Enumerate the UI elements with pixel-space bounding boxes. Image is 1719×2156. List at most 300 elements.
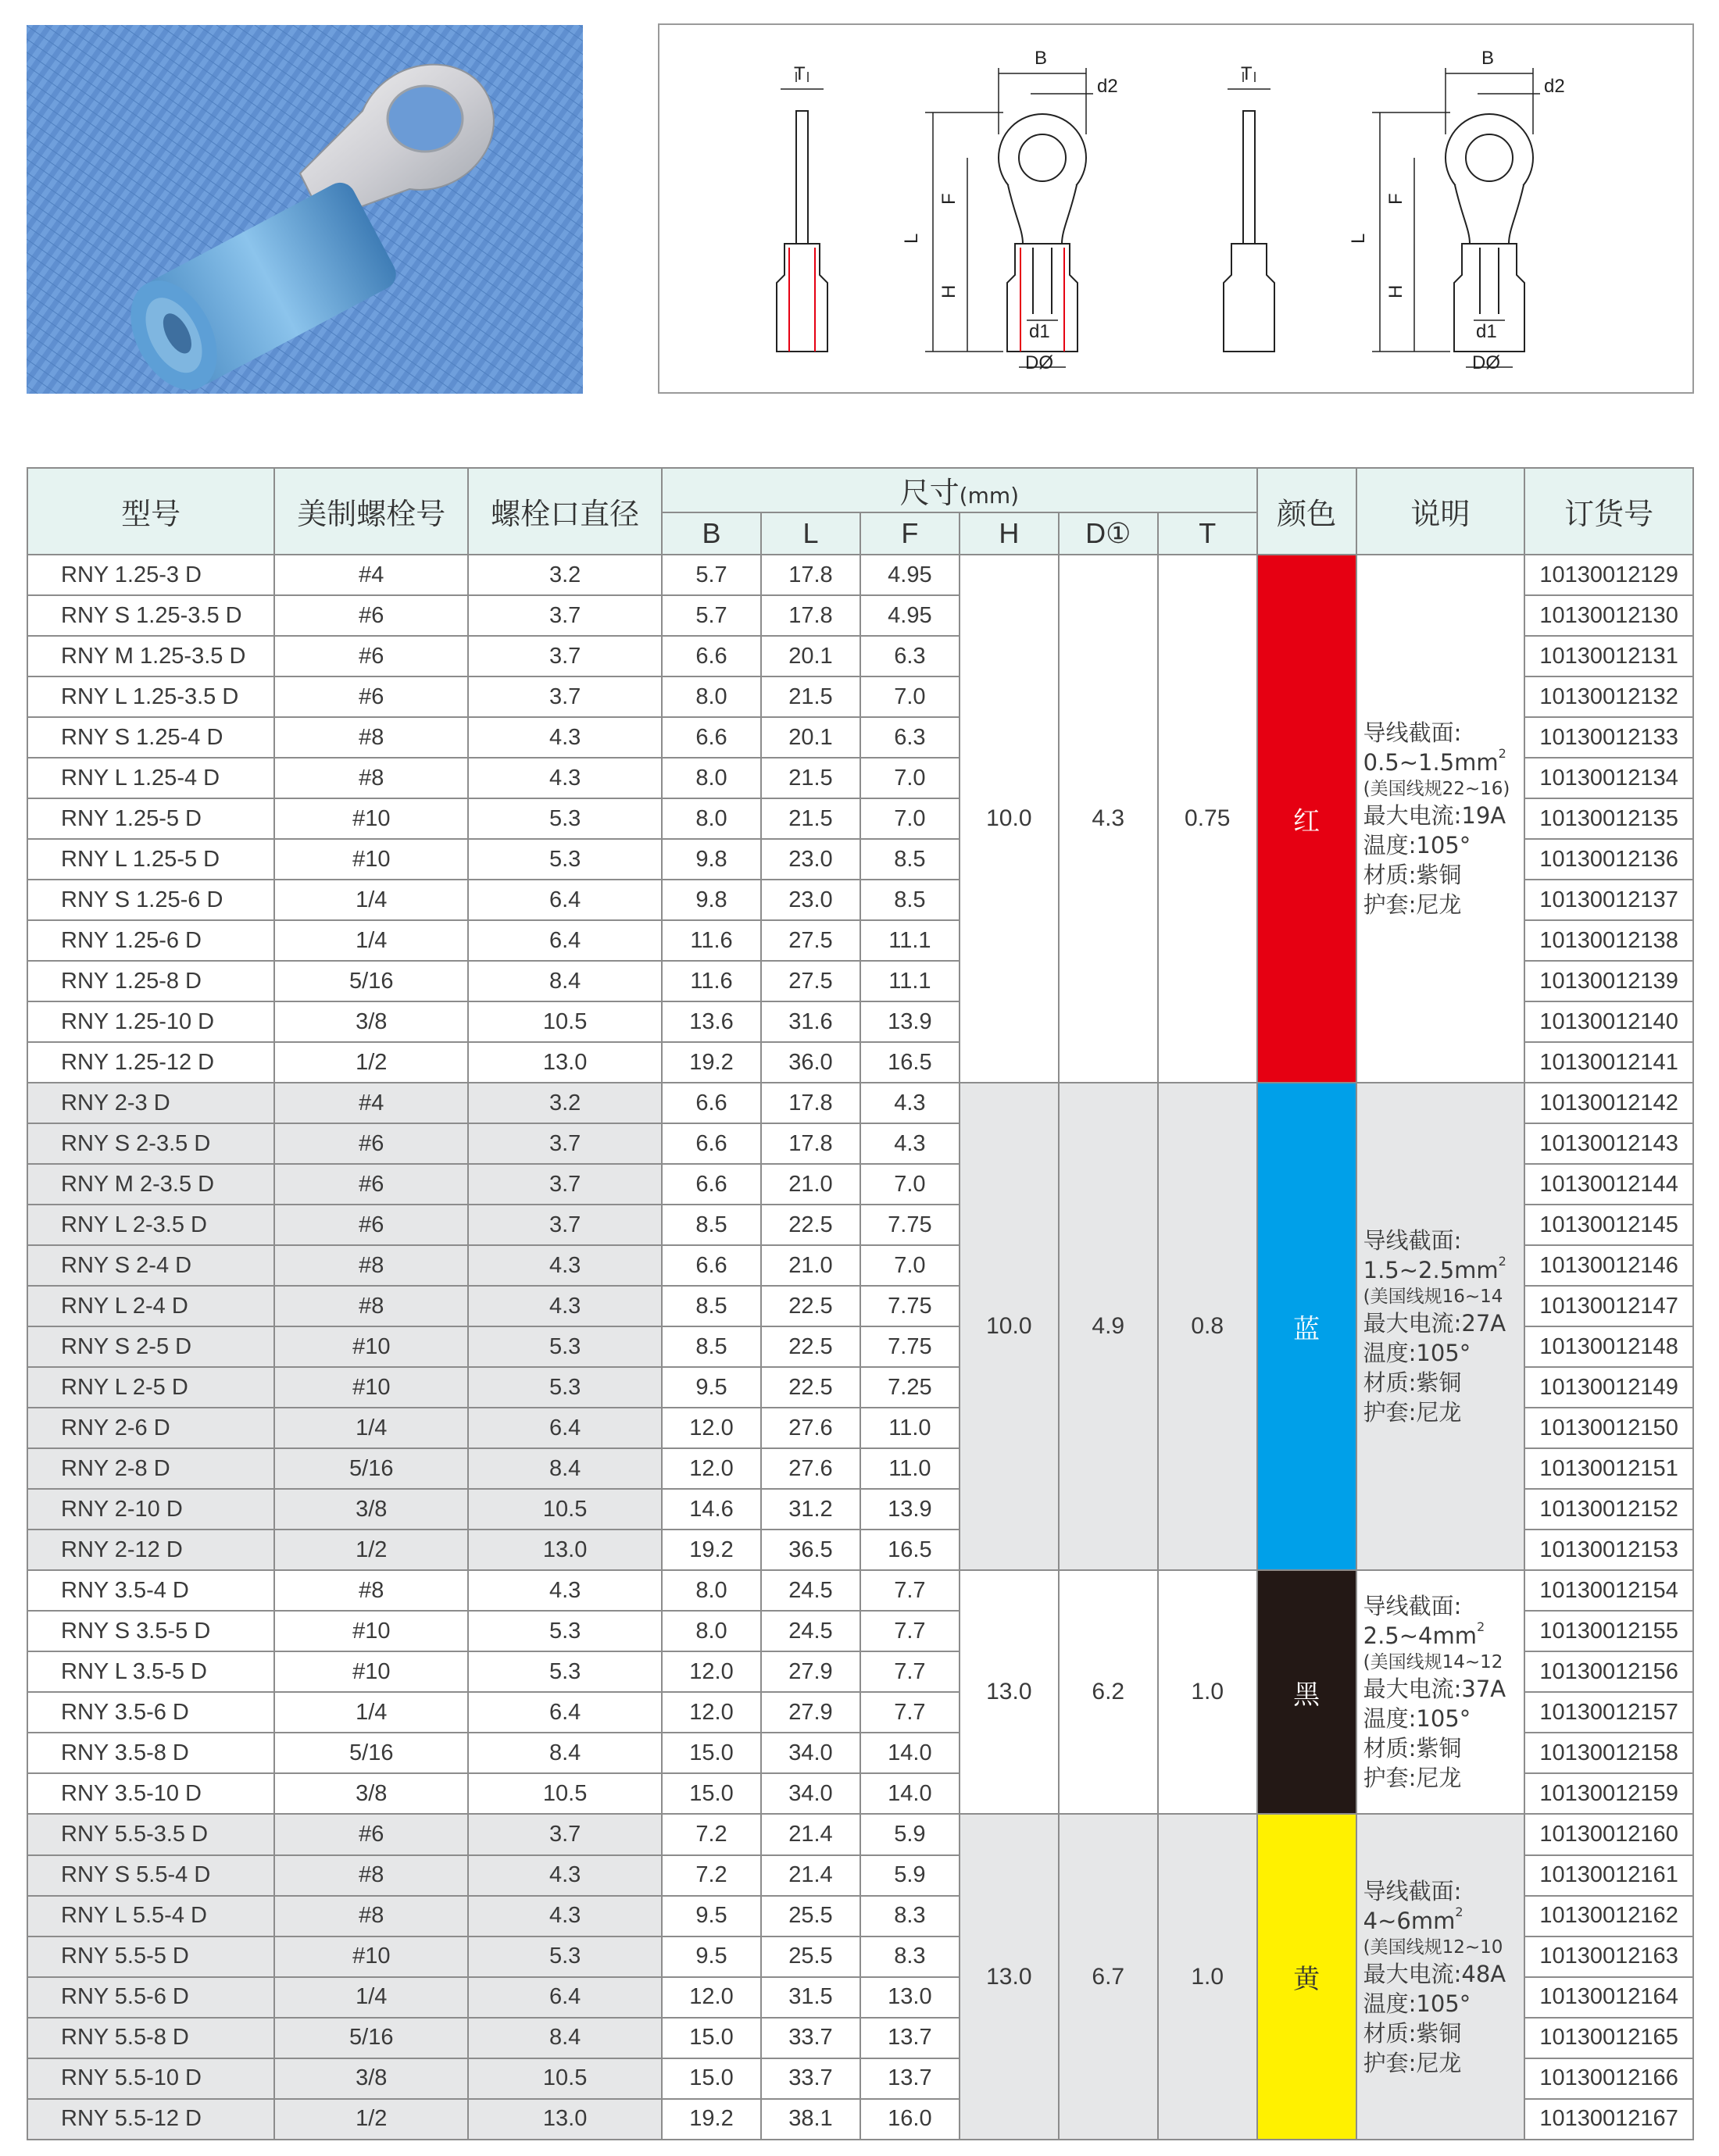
cell-H: 10.0 [960,555,1059,1083]
cell-B: 8.0 [662,676,761,717]
cell-F: 4.3 [860,1123,960,1164]
cell-H: 10.0 [960,1083,1059,1570]
cell-L: 27.6 [761,1448,860,1489]
cell-L: 31.6 [761,1001,860,1042]
spec-table [27,467,1694,2140]
cell-B: 14.6 [662,1489,761,1530]
cell-L: 20.1 [761,636,860,676]
cell-T: 0.75 [1158,555,1257,1083]
cell-order-number: 10130012159 [1524,1773,1693,1814]
cell-B: 12.0 [662,1448,761,1489]
cell-order-number: 10130012150 [1524,1408,1693,1448]
cell-B: 8.0 [662,1611,761,1651]
cell-L: 21.5 [761,798,860,839]
label-L-left: L [901,233,922,244]
cell-B: 6.6 [662,1083,761,1123]
cell-bolt-dia: 3.7 [468,1164,662,1205]
header-F: F [860,512,960,555]
cell-F: 13.7 [860,2018,960,2058]
cell-D: 4.9 [1059,1083,1158,1570]
cell-order-number: 10130012142 [1524,1083,1693,1123]
cell-B: 8.0 [662,798,761,839]
cell-model: RNY 5.5-12 D [27,2099,274,2140]
cell-bolt-dia: 4.3 [468,1570,662,1611]
cell-model: RNY 5.5-10 D [27,2058,274,2099]
cell-bolt-dia: 8.4 [468,2018,662,2058]
cell-model: RNY L 1.25-5 D [27,839,274,880]
cell-F: 14.0 [860,1733,960,1773]
desc-current: 最大电流:37A [1363,1676,1506,1703]
label-d2-right: d2 [1544,76,1565,97]
cell-F: 13.7 [860,2058,960,2099]
cell-model: RNY L 1.25-4 D [27,758,274,798]
cell-B: 19.2 [662,2099,761,2140]
color-swatch: 蓝 [1257,1083,1356,1570]
cell-F: 7.75 [860,1326,960,1367]
desc-wire-label: 导线截面: [1363,1593,1462,1620]
cell-L: 34.0 [761,1773,860,1814]
cell-F: 7.75 [860,1286,960,1326]
cell-model: RNY 3.5-10 D [27,1773,274,1814]
cell-model: RNY 2-12 D [27,1530,274,1570]
cell-bolt-dia: 10.5 [468,1001,662,1042]
cell-F: 7.7 [860,1651,960,1692]
cell-bolt-dia: 3.7 [468,1123,662,1164]
header-B: B [662,512,761,555]
cell-F: 7.0 [860,1164,960,1205]
desc-wire-label: 导线截面: [1363,1227,1462,1255]
cell-F: 4.3 [860,1083,960,1123]
label-L-right: L [1348,233,1369,244]
cell-D: 6.7 [1059,1814,1158,2140]
cell-order-number: 10130012162 [1524,1896,1693,1936]
cell-B: 19.2 [662,1530,761,1570]
desc-material: 材质:紫铜 [1363,862,1462,889]
desc-sleeve: 护套:尼龙 [1363,1399,1462,1426]
cell-model: RNY 2-6 D [27,1408,274,1448]
cell-bolt-dia: 6.4 [468,1408,662,1448]
cell-F: 16.5 [860,1530,960,1570]
cell-F: 11.0 [860,1408,960,1448]
cell-bolt-dia: 5.3 [468,1651,662,1692]
spec-table-header [27,468,1693,555]
cell-B: 12.0 [662,1977,761,2018]
cell-L: 22.5 [761,1205,860,1245]
cell-T: 0.8 [1158,1083,1257,1570]
cell-L: 21.0 [761,1245,860,1286]
label-B-right: B [1481,48,1495,69]
cell-B: 11.6 [662,961,761,1001]
desc-temp: 温度:105° [1363,1340,1471,1367]
cell-B: 12.0 [662,1651,761,1692]
cell-bolt-dia: 4.3 [468,1286,662,1326]
desc-wire-range [1363,748,1524,777]
cell-L: 20.1 [761,717,860,758]
drawing-left-pair [777,48,1118,373]
cell-B: 9.5 [662,1936,761,1977]
cell-B: 15.0 [662,1773,761,1814]
cell-F: 6.3 [860,717,960,758]
desc-temp: 温度:105° [1363,1705,1471,1733]
cell-model: RNY S 1.25-6 D [27,880,274,920]
cell-bolt-us: 5/16 [274,2018,468,2058]
cell-L: 27.6 [761,1408,860,1448]
cell-model: RNY S 2-4 D [27,1245,274,1286]
cell-bolt-dia: 5.3 [468,1367,662,1408]
cell-L: 21.4 [761,1814,860,1854]
cell-model: RNY 2-8 D [27,1448,274,1489]
cell-bolt-us: #6 [274,1814,468,1854]
cell-B: 6.6 [662,717,761,758]
cell-bolt-dia: 5.3 [468,798,662,839]
desc-sleeve: 护套:尼龙 [1363,1765,1462,1792]
cell-order-number: 10130012138 [1524,920,1693,961]
cell-model: RNY M 1.25-3.5 D [27,636,274,676]
label-D-left: DØ [1025,352,1053,373]
cell-bolt-dia: 4.3 [468,1855,662,1896]
cell-bolt-us: 3/8 [274,1001,468,1042]
cell-bolt-dia: 8.4 [468,961,662,1001]
cell-bolt-us: 1/2 [274,1042,468,1083]
cell-F: 7.0 [860,1245,960,1286]
cell-B: 8.0 [662,1570,761,1611]
cell-model: RNY 1.25-10 D [27,1001,274,1042]
desc-sleeve: 护套:尼龙 [1363,891,1462,919]
cell-F: 4.95 [860,555,960,595]
cell-L: 33.7 [761,2058,860,2099]
cell-L: 21.0 [761,1164,860,1205]
cell-bolt-us: #6 [274,1164,468,1205]
cell-L: 25.5 [761,1896,860,1936]
cell-order-number: 10130012137 [1524,880,1693,920]
cell-bolt-us: 1/4 [274,1408,468,1448]
cell-H: 13.0 [960,1570,1059,1814]
cell-bolt-dia: 5.3 [468,1936,662,1977]
cell-bolt-dia: 3.2 [468,555,662,595]
label-d2-left: d2 [1097,76,1118,97]
cell-order-number: 10130012149 [1524,1367,1693,1408]
cell-L: 27.5 [761,920,860,961]
cell-bolt-us: 1/4 [274,1692,468,1733]
cell-L: 27.9 [761,1692,860,1733]
cell-description [1356,1083,1525,1570]
cell-bolt-dia: 6.4 [468,920,662,961]
cell-bolt-dia: 3.7 [468,1814,662,1854]
cell-bolt-dia: 5.3 [468,1326,662,1367]
cell-model: RNY 1.25-12 D [27,1042,274,1083]
table-row [27,1814,1693,1854]
cell-model: RNY S 2-3.5 D [27,1123,274,1164]
cell-order-number: 10130012154 [1524,1570,1693,1611]
label-T-right: T [1241,63,1253,84]
cell-F: 4.95 [860,595,960,636]
cell-T: 1.0 [1158,1570,1257,1814]
cell-L: 23.0 [761,880,860,920]
dimension-drawing-svg [659,25,1692,392]
cell-L: 21.5 [761,676,860,717]
cell-B: 7.2 [662,1814,761,1854]
desc-current: 最大电流:27A [1363,1310,1506,1337]
desc-current: 最大电流:48A [1363,1960,1506,1987]
label-D-right: DØ [1472,352,1500,373]
header-color: 颜色 [1257,468,1356,555]
header-bolt-us: 美制螺栓号 [274,468,468,555]
cell-bolt-us: #10 [274,1326,468,1367]
cell-B: 9.5 [662,1896,761,1936]
cell-L: 17.8 [761,555,860,595]
cell-bolt-us: 5/16 [274,1733,468,1773]
cell-bolt-dia: 13.0 [468,2099,662,2140]
cell-bolt-dia: 10.5 [468,2058,662,2099]
cell-B: 15.0 [662,1733,761,1773]
cell-model: RNY 3.5-8 D [27,1733,274,1773]
cell-order-number: 10130012131 [1524,636,1693,676]
desc-wire-label: 导线截面: [1363,719,1462,747]
cell-L: 27.9 [761,1651,860,1692]
cell-B: 5.7 [662,595,761,636]
cell-bolt-dia: 5.3 [468,1611,662,1651]
cell-bolt-us: #8 [274,1245,468,1286]
cell-L: 34.0 [761,1733,860,1773]
label-F-left: F [938,193,960,205]
cell-B: 15.0 [662,2018,761,2058]
cell-F: 11.1 [860,961,960,1001]
desc-temp: 温度:105° [1363,1990,1471,2017]
cell-order-number: 10130012146 [1524,1245,1693,1286]
cell-bolt-us: #4 [274,555,468,595]
cell-order-number: 10130012167 [1524,2099,1693,2140]
cell-bolt-us: #6 [274,1205,468,1245]
cell-model: RNY L 3.5-5 D [27,1651,274,1692]
cell-F: 5.9 [860,1855,960,1896]
cell-model: RNY 1.25-8 D [27,961,274,1001]
cell-bolt-us: 5/16 [274,961,468,1001]
cell-F: 7.7 [860,1611,960,1651]
cell-F: 11.1 [860,920,960,961]
desc-wire-range [1363,1621,1524,1651]
cell-F: 16.5 [860,1042,960,1083]
cell-F: 14.0 [860,1773,960,1814]
product-photo [27,25,583,394]
cell-B: 7.2 [662,1855,761,1896]
cell-bolt-dia: 6.4 [468,1977,662,2018]
cell-B: 9.8 [662,839,761,880]
cell-model: RNY L 2-5 D [27,1367,274,1408]
cell-model: RNY 2-10 D [27,1489,274,1530]
cell-order-number: 10130012135 [1524,798,1693,839]
cell-model: RNY L 1.25-3.5 D [27,676,274,717]
cell-order-number: 10130012141 [1524,1042,1693,1083]
cell-order-number: 10130012166 [1524,2058,1693,2099]
cell-bolt-us: #8 [274,1855,468,1896]
cell-bolt-us: 1/4 [274,1977,468,2018]
cell-description [1356,555,1525,1083]
cell-order-number: 10130012143 [1524,1123,1693,1164]
cell-B: 11.6 [662,920,761,961]
header-dims-label: 尺寸 [899,476,960,510]
cell-model: RNY 5.5-5 D [27,1936,274,1977]
cell-order-number: 10130012160 [1524,1814,1693,1854]
cell-order-number: 10130012130 [1524,595,1693,636]
desc-temp: 温度:105° [1363,832,1471,859]
cell-bolt-us: #8 [274,1570,468,1611]
cell-bolt-dia: 4.3 [468,1896,662,1936]
header-H: H [960,512,1059,555]
color-swatch: 黄 [1257,1814,1356,2140]
cell-L: 31.2 [761,1489,860,1530]
technical-drawing [658,23,1694,394]
cell-F: 8.5 [860,880,960,920]
cell-F: 7.75 [860,1205,960,1245]
cell-bolt-us: 1/2 [274,1530,468,1570]
cell-bolt-dia: 13.0 [468,1530,662,1570]
cell-model: RNY 3.5-4 D [27,1570,274,1611]
cell-F: 8.3 [860,1936,960,1977]
desc-wire-label: 导线截面: [1363,1877,1462,1904]
cell-model: RNY 2-3 D [27,1083,274,1123]
cell-bolt-us: #10 [274,1367,468,1408]
cell-F: 11.0 [860,1448,960,1489]
cell-bolt-dia: 6.4 [468,1692,662,1733]
cell-L: 24.5 [761,1570,860,1611]
cell-model: RNY M 2-3.5 D [27,1164,274,1205]
cell-B: 8.0 [662,758,761,798]
spec-table-body [27,555,1693,2140]
cell-bolt-us: #6 [274,636,468,676]
desc-awg: (美国线规14~12 [1363,1652,1503,1673]
cell-bolt-us: 3/8 [274,1489,468,1530]
desc-awg: (美国线规22~16) [1363,779,1510,800]
desc-wire-range-sup: 2 [1455,1904,1463,1919]
cell-order-number: 10130012153 [1524,1530,1693,1570]
cell-L: 31.5 [761,1977,860,2018]
cell-L: 24.5 [761,1611,860,1651]
cell-order-number: 10130012156 [1524,1651,1693,1692]
cell-order-number: 10130012165 [1524,2018,1693,2058]
desc-awg: (美国线规16~14 [1363,1287,1503,1308]
header-desc: 说明 [1356,468,1525,555]
cell-L: 17.8 [761,1123,860,1164]
cell-B: 12.0 [662,1692,761,1733]
cell-model: RNY 5.5-3.5 D [27,1814,274,1854]
cell-model: RNY S 3.5-5 D [27,1611,274,1651]
cell-B: 5.7 [662,555,761,595]
label-T-left: T [794,63,806,84]
header-T: T [1158,512,1257,555]
header-order: 订货号 [1524,468,1693,555]
cell-L: 17.8 [761,595,860,636]
cell-model: RNY L 2-3.5 D [27,1205,274,1245]
desc-wire-range-sup: 2 [1498,746,1506,762]
cell-bolt-us: 1/4 [274,880,468,920]
cell-L: 22.5 [761,1326,860,1367]
cell-L: 23.0 [761,839,860,880]
desc-wire-range-text: 2.5~4mm [1363,1622,1477,1650]
cell-order-number: 10130012163 [1524,1936,1693,1977]
cell-order-number: 10130012140 [1524,1001,1693,1042]
cell-L: 33.7 [761,2018,860,2058]
cell-B: 13.6 [662,1001,761,1042]
cell-order-number: 10130012139 [1524,961,1693,1001]
cell-bolt-us: #6 [274,595,468,636]
cell-B: 8.5 [662,1326,761,1367]
cell-model: RNY 5.5-6 D [27,1977,274,2018]
cell-bolt-us: 1/4 [274,920,468,961]
cell-L: 36.0 [761,1042,860,1083]
header-dimensions [662,468,1257,512]
cell-bolt-dia: 13.0 [468,1042,662,1083]
cell-bolt-us: #8 [274,758,468,798]
cell-order-number: 10130012132 [1524,676,1693,717]
desc-wire-range-text: 4~6mm [1363,1907,1456,1934]
cell-order-number: 10130012152 [1524,1489,1693,1530]
cell-description [1356,1570,1525,1814]
cell-bolt-us: #10 [274,1651,468,1692]
cell-order-number: 10130012164 [1524,1977,1693,2018]
cell-F: 7.25 [860,1367,960,1408]
cell-D: 6.2 [1059,1570,1158,1814]
desc-sleeve: 护套:尼龙 [1363,2049,1462,2076]
cell-F: 8.5 [860,839,960,880]
cell-F: 8.3 [860,1896,960,1936]
cell-order-number: 10130012129 [1524,555,1693,595]
color-swatch: 黑 [1257,1570,1356,1814]
cell-model: RNY L 5.5-4 D [27,1896,274,1936]
cell-F: 7.7 [860,1692,960,1733]
cell-bolt-us: #10 [274,1936,468,1977]
desc-current: 最大电流:19A [1363,802,1506,830]
label-B-left: B [1035,48,1048,69]
cell-F: 7.0 [860,798,960,839]
cell-T: 1.0 [1158,1814,1257,2140]
cell-L: 17.8 [761,1083,860,1123]
desc-wire-range [1363,1255,1524,1285]
cell-bolt-dia: 3.7 [468,595,662,636]
cell-F: 5.9 [860,1814,960,1854]
cell-B: 9.8 [662,880,761,920]
cell-B: 6.6 [662,1164,761,1205]
cell-bolt-us: 3/8 [274,2058,468,2099]
cell-F: 7.0 [860,676,960,717]
cell-B: 6.6 [662,1245,761,1286]
cell-bolt-dia: 3.7 [468,1205,662,1245]
desc-wire-range-text: 1.5~2.5mm [1363,1257,1499,1284]
cell-order-number: 10130012144 [1524,1164,1693,1205]
table-row [27,555,1693,595]
cell-bolt-us: #6 [274,676,468,717]
cell-bolt-us: #4 [274,1083,468,1123]
cell-model: RNY 3.5-6 D [27,1692,274,1733]
cell-bolt-dia: 8.4 [468,1448,662,1489]
cell-bolt-us: #10 [274,798,468,839]
desc-wire-range-text: 0.5~1.5mm [1363,749,1499,776]
cell-model: RNY S 2-5 D [27,1326,274,1367]
cell-bolt-dia: 10.5 [468,1489,662,1530]
cell-model: RNY 5.5-8 D [27,2018,274,2058]
label-H-right: H [1385,284,1406,298]
label-H-left: H [938,284,960,298]
cell-model: RNY S 1.25-3.5 D [27,595,274,636]
cell-bolt-dia: 3.2 [468,1083,662,1123]
table-row [27,1570,1693,1611]
desc-material: 材质:紫铜 [1363,2019,1462,2047]
cell-L: 22.5 [761,1286,860,1326]
cell-bolt-us: 5/16 [274,1448,468,1489]
cell-F: 13.9 [860,1489,960,1530]
cell-L: 22.5 [761,1367,860,1408]
cell-order-number: 10130012158 [1524,1733,1693,1773]
header-D: D① [1059,512,1158,555]
